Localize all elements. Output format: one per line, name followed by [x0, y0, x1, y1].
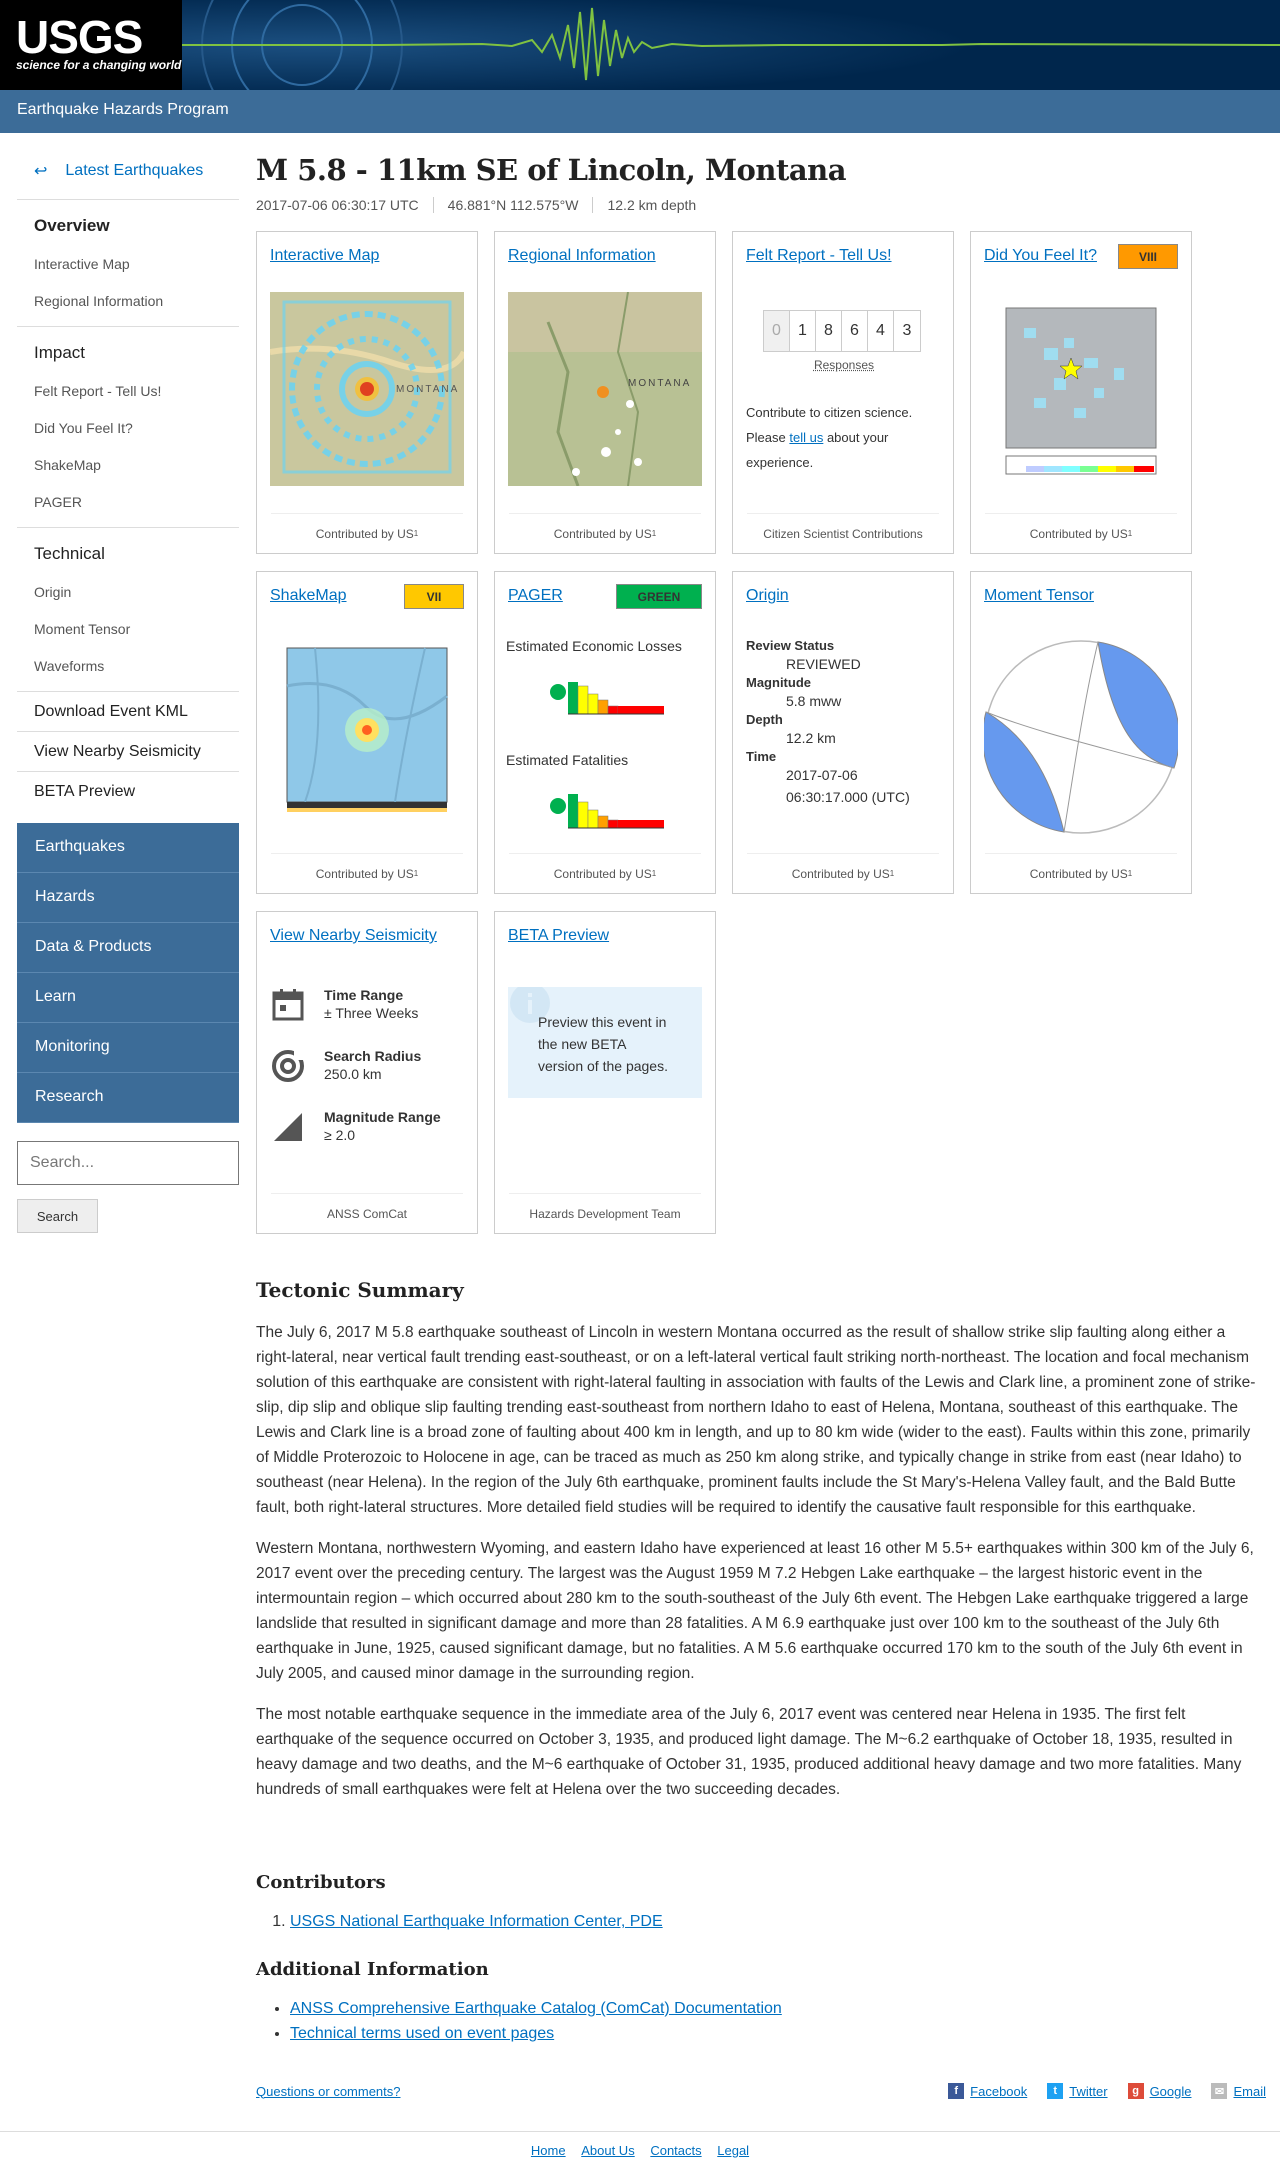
technical-terms-link[interactable]: Technical terms used on event pages: [290, 2025, 555, 2042]
card-moment-tensor[interactable]: [970, 571, 1192, 894]
sidebar-impact: [17, 326, 239, 527]
tectonic-paragraph: The July 6, 2017 M 5.8 earthquake southeast of Lincoln in western Montana occurred as the result of shallow strike slip faulting along either a right-lateral, near vertical fault trending east-southeast, or on a left-lateral vertical fault striking north-northeast. The location and focal mechanism solution of this earthquake are consistent with right-lateral faulting in association with faults of the Lewis and Clark line, a prominent zone of strike-slip, dip slip and oblique slip faulting trending east-southeast from northern Idaho to east of Helena, Montana, southeast of this earthquake. The Lewis and Clark line is a broad zone of faulting about 400 km in length, and up to 80 km wide (wider to the east). Faults within this zone, primarily of Middle Proterozoic to Holocene in age, can be traced as much as 250 km along strike, and typically change in strike from east (near Idaho) to southeast (near Helena). In the region of the July 6th earthquake, prominent faults include the St Mary's-Helena Valley fault, and the Bald Butte fault, both right-lateral structures. More detailed field studies will be required to identify the causative fault responsible for this earthquake.: [256, 1324, 1256, 1516]
facebook-link[interactable]: f Facebook: [948, 2083, 1027, 2099]
review-value: REVIEWED: [786, 656, 861, 672]
card-footer: ANSS ComCat: [271, 1193, 463, 1233]
back-arrow-icon: ↩: [34, 163, 48, 180]
usgs-logo[interactable]: [0, 0, 182, 90]
sidebar-overview: [17, 199, 239, 326]
contributors-heading: Contributors: [256, 1872, 386, 1893]
card-footer: Contributed by US 1: [747, 853, 939, 893]
page-footer: [256, 2083, 1266, 2099]
seismogram-banner: [182, 0, 1280, 90]
latest-earthquakes-link[interactable]: [17, 153, 239, 189]
list-item: [290, 1996, 1256, 2021]
event-time: 2017-07-06 06:30:17 UTC: [256, 197, 434, 213]
sidebar-heading-overview[interactable]: Overview: [34, 216, 110, 235]
card-footer: Contributed by US 1: [985, 853, 1177, 893]
counter-digit: 8: [816, 311, 842, 351]
radius-target-icon: [270, 1048, 306, 1084]
card-regional-info[interactable]: [494, 231, 716, 554]
program-bar: [0, 90, 1280, 133]
card-title[interactable]: Felt Report - Tell Us!: [746, 247, 892, 264]
card-footer: Contributed by US 1: [509, 853, 701, 893]
nearby-seismicity-link[interactable]: View Nearby Seismicity: [17, 731, 239, 771]
sidebar-heading-impact: Impact: [34, 343, 86, 362]
facebook-icon: f: [948, 2083, 964, 2099]
sidebar-item-felt-report[interactable]: Felt Report - Tell Us!: [34, 383, 162, 399]
contributors-section: [256, 1872, 1256, 2046]
download-kml-link[interactable]: Download Event KML: [17, 691, 239, 731]
origin-details: [746, 638, 910, 808]
review-label: Review Status: [746, 638, 835, 653]
nav-data-products[interactable]: Data & Products: [17, 923, 239, 973]
card-footer: Citizen Scientist Contributions: [747, 513, 939, 553]
card-footer: Contributed by US 1: [509, 513, 701, 553]
contributor-link[interactable]: USGS National Earthquake Information Center, PDE: [290, 1913, 663, 1930]
questions-link[interactable]: Questions or comments?: [256, 2083, 401, 2099]
tell-us-link[interactable]: tell us: [789, 430, 824, 445]
card-dyfi[interactable]: [970, 231, 1192, 554]
nav-earthquakes[interactable]: Earthquakes: [17, 823, 239, 873]
tectonic-summary: [256, 1278, 1256, 1802]
intensity-badge: VIII: [1118, 244, 1178, 269]
search-radius-label: Search Radius: [324, 1048, 422, 1064]
card-title[interactable]: BETA Preview: [508, 927, 610, 944]
site-footer-links: [0, 2131, 1280, 2158]
counter-digit: 1: [790, 311, 816, 351]
card-pager[interactable]: [494, 571, 716, 894]
card-footer: Contributed by US 1: [271, 853, 463, 893]
site-header: [0, 0, 1280, 90]
response-counter: [763, 310, 921, 352]
nav-monitoring[interactable]: Monitoring: [17, 1023, 239, 1073]
fatalities-label: Estimated Fatalities: [506, 752, 629, 768]
google-link[interactable]: g Google: [1128, 2083, 1192, 2099]
event-meta: [256, 197, 1266, 213]
sidebar-technical: [17, 527, 239, 691]
counter-digit: 4: [868, 311, 894, 351]
card-title[interactable]: Interactive Map: [270, 247, 380, 264]
sidebar-item-origin[interactable]: Origin: [34, 584, 72, 600]
twitter-link[interactable]: t Twitter: [1047, 2083, 1107, 2099]
footer-about-link[interactable]: About Us: [581, 2143, 635, 2158]
footer-contacts-link[interactable]: Contacts: [650, 2143, 702, 2158]
contributors-list: [290, 1909, 1256, 1934]
counter-digit: 6: [842, 311, 868, 351]
google-icon: g: [1128, 2083, 1144, 2099]
map-label: MONTANA: [396, 384, 460, 395]
sidebar-item-interactive-map[interactable]: Interactive Map: [34, 256, 130, 272]
sidebar: [17, 153, 239, 1233]
page-title: M 5.8 - 11km SE of Lincoln, Montana: [256, 153, 847, 187]
card-title[interactable]: ShakeMap: [270, 587, 347, 604]
intensity-badge: VII: [404, 584, 464, 609]
sidebar-item-shakemap[interactable]: ShakeMap: [34, 457, 101, 473]
beta-text: Preview this event in the new BETA version of the pages.: [538, 1014, 668, 1074]
social-links: [928, 2083, 1266, 2099]
beachball-diagram: [984, 640, 1178, 834]
card-beta-preview[interactable]: [494, 911, 716, 1234]
nav-research[interactable]: Research: [17, 1073, 239, 1123]
sidebar-item-regional-info[interactable]: Regional Information: [34, 293, 164, 309]
magnitude-range-value: ≥ 2.0: [324, 1127, 356, 1143]
nav-learn[interactable]: Learn: [17, 973, 239, 1023]
card-footer: Hazards Development Team: [509, 1193, 701, 1233]
search-radius-value: 250.0 km: [324, 1066, 382, 1082]
summary-cards: [256, 231, 1266, 1231]
email-link[interactable]: ✉ Email: [1211, 2083, 1266, 2099]
sidebar-heading-technical: Technical: [34, 544, 105, 563]
magnitude-range-row: [270, 1109, 441, 1145]
magnitude-label: Magnitude: [746, 675, 811, 690]
felt-description: Contribute to citizen science. Please tell us about your experience.: [746, 405, 913, 470]
search-button[interactable]: Search: [17, 1199, 98, 1233]
card-title[interactable]: Did You Feel It?: [984, 247, 1097, 264]
additional-list: [290, 1996, 1256, 2046]
event-coords: 46.881°N 112.575°W: [448, 197, 594, 213]
program-title[interactable]: Earthquake Hazards Program: [17, 101, 229, 118]
tectonic-paragraph: The most notable earthquake sequence in the immediate area of the July 6, 2017 event was centered near Helena in 1935. The first felt earthquake of the sequence occurred on October 3, 1935, and produced light damage. The M~6.2 earthquake of October 18, 1935, resulted in heavy damage and two deaths, and the M~6 earthquake of October 31, 1935, produced additional heavy damage and two more fatalities. Many hundreds of small earthquakes were felt at Helena over the two succeeding decades.: [256, 1706, 1242, 1798]
depth-value: 12.2 km: [786, 730, 836, 746]
search-radius-row: [270, 1048, 421, 1084]
card-shakemap[interactable]: [256, 571, 478, 894]
responses-label: Responses: [813, 358, 875, 372]
time-date: 2017-07-06: [786, 767, 858, 783]
list-item: [290, 1909, 1256, 1934]
card-title[interactable]: Regional Information: [508, 247, 656, 264]
main-content: [256, 153, 1266, 1221]
twitter-icon: t: [1047, 2083, 1063, 2099]
fatalities-histogram: [550, 792, 666, 846]
dyfi-map-thumbnail[interactable]: [994, 288, 1170, 478]
section-nav: [17, 823, 239, 1123]
losses-label: Estimated Economic Losses: [506, 638, 682, 654]
card-footer: Contributed by US 1: [985, 513, 1177, 553]
card-title[interactable]: Moment Tensor: [984, 587, 1094, 604]
list-item: [290, 2021, 1256, 2046]
search-input[interactable]: Search...: [17, 1141, 239, 1185]
shakemap-thumbnail[interactable]: [285, 646, 449, 818]
card-felt-report[interactable]: [732, 231, 954, 554]
regional-map-thumbnail[interactable]: [508, 292, 702, 486]
card-title[interactable]: View Nearby Seismicity: [270, 927, 437, 944]
losses-histogram: [550, 678, 666, 732]
counter-digit: 0: [764, 311, 790, 351]
event-depth: 12.2 km depth: [607, 197, 697, 213]
interactive-map-thumbnail[interactable]: [270, 292, 464, 486]
time-label: Time: [746, 749, 777, 764]
card-title[interactable]: PAGER: [508, 587, 563, 604]
email-icon: ✉: [1211, 2083, 1227, 2099]
counter-digit: 3: [902, 322, 912, 339]
alert-badge: GREEN: [616, 584, 702, 609]
card-origin[interactable]: [732, 571, 954, 894]
sidebar-item-dyfi[interactable]: Did You Feel It?: [34, 420, 133, 436]
logo-word: USGS: [16, 11, 143, 63]
time-clock: 06:30:17.000 (UTC): [786, 789, 910, 805]
card-title[interactable]: Origin: [746, 587, 789, 604]
comcat-docs-link[interactable]: ANSS Comprehensive Earthquake Catalog (ComCat) Documentation: [290, 2000, 782, 2017]
beta-info-box[interactable]: [508, 987, 702, 1098]
nav-hazards[interactable]: Hazards: [17, 873, 239, 923]
sidebar-item-moment-tensor[interactable]: Moment Tensor: [34, 621, 131, 637]
depth-label: Depth: [746, 712, 783, 727]
sidebar-item-waveforms[interactable]: Waveforms: [34, 658, 105, 674]
card-footer: Contributed by US 1: [271, 513, 463, 553]
magnitude-range-label: Magnitude Range: [324, 1109, 441, 1125]
time-range-value: ± Three Weeks: [324, 1005, 419, 1021]
tectonic-heading: Tectonic Summary: [256, 1278, 464, 1302]
footer-home-link[interactable]: Home: [530, 2143, 566, 2158]
sidebar-item-pager[interactable]: PAGER: [34, 494, 82, 510]
back-label: Latest Earthquakes: [65, 162, 204, 179]
magnitude-value: 5.8 mww: [786, 693, 842, 709]
card-interactive-map[interactable]: [256, 231, 478, 554]
tectonic-paragraph: Western Montana, northwestern Wyoming, and eastern Idaho have experienced at least 16 other M 5.5+ earthquakes within 300 km of the July 6, 2017 event over the preceding century. The largest was the August 1959 M 7.2 Hebgen Lake earthquake – the largest historic event in the intermountain region – which occurred about 280 km to the south-southeast of the July 6th event. The Hebgen Lake earthquake triggered a large landslide that resulted in significant damage and more than 28 fatalities. A M 6.9 earthquake just over 100 km to the southeast of the July 6th earthquake in June, 1925, caused significant damage, but no fatalities. A M 5.6 earthquake occurred 170 km to the south of the July 6th event in July 2005, and caused minor damage in the surrounding region.: [256, 1540, 1254, 1682]
footer-legal-link[interactable]: Legal: [717, 2143, 750, 2158]
card-nearby-seismicity[interactable]: [256, 911, 478, 1234]
beta-preview-link[interactable]: BETA Preview: [17, 771, 239, 811]
time-range-row: [270, 987, 418, 1023]
magnitude-wedge-icon: [270, 1109, 306, 1145]
additional-heading: Additional Information: [256, 1959, 489, 1980]
logo-tagline: science for a changing world: [16, 58, 182, 72]
map-label: MONTANA: [628, 378, 692, 389]
calendar-icon: [270, 987, 306, 1023]
time-range-label: Time Range: [324, 987, 404, 1003]
